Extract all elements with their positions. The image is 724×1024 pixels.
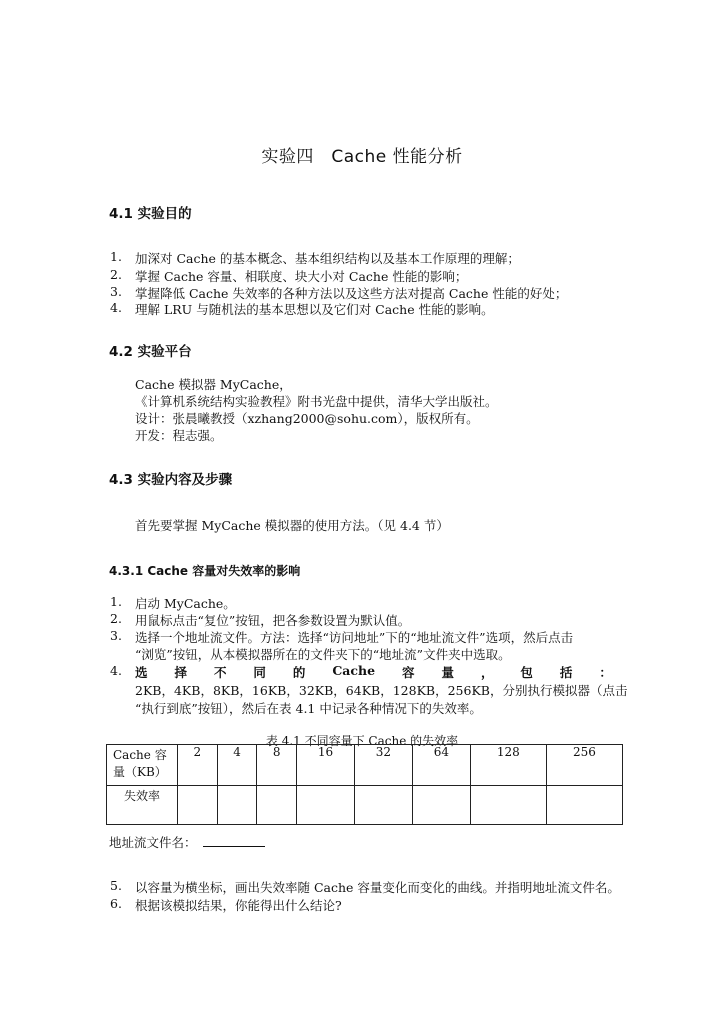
table-cell[interactable] [257, 786, 297, 825]
platform-line: 设计：张晨曦教授（xzhang2000@sohu.com），版权所有。 [135, 411, 479, 426]
row-header-line: Cache 容 [113, 748, 167, 762]
step-number: 3. [110, 628, 122, 643]
spread-char: Cache [332, 663, 376, 678]
table-caption: 表 4.1 不同容量下 Cache 的失效率 [265, 734, 459, 748]
spread-char: 容 [402, 665, 415, 680]
table-row [107, 786, 623, 825]
table-cell[interactable] [217, 786, 257, 825]
list-item-number: 2. [110, 267, 122, 282]
table-cell[interactable] [546, 786, 622, 825]
table-header-cell: 256 [546, 745, 622, 786]
list-item: 掌握 Cache 容量、相联度、块大小对 Cache 性能的影响； [135, 269, 468, 284]
list-item: 加深对 Cache 的基本概念、基本组织结构以及基本工作原理的理解； [135, 251, 520, 266]
spread-char: 量 [441, 665, 454, 680]
step-number: 1. [110, 594, 122, 609]
miss-rate-table [106, 744, 623, 825]
step-text-continued: “执行到底”按钮），然后在表 4.1 中记录各种情况下的失效率。 [135, 701, 482, 716]
step-text: 启动 MyCache。 [135, 596, 236, 611]
step-text: 用鼠标点击“复位”按钮，把各参数设置为默认值。 [135, 613, 411, 628]
platform-line: 《计算机系统结构实验教程》附书光盘中提供，清华大学出版社。 [135, 394, 498, 409]
list-item: 掌握降低 Cache 失效率的各种方法以及这些方法对提高 Cache 性能的好处； [135, 286, 568, 301]
row-header-line: 量（KB） [113, 765, 167, 779]
table-header-cell: 16 [297, 745, 355, 786]
address-file-label: 地址流文件名： [109, 835, 197, 850]
table-row-header [107, 745, 178, 786]
step-number: 4. [110, 663, 122, 678]
section-4-2-heading: 4.2 实验平台 [109, 344, 192, 360]
list-item: 理解 LRU 与随机法的基本思想以及它们对 Cache 性能的影响。 [135, 302, 494, 317]
table-cell[interactable] [178, 786, 218, 825]
step-text-continued: 2KB，4KB，8KB，16KB，32KB，64KB，128KB，256KB，分别执行模拟器（点击 [135, 683, 628, 698]
table-header-cell: 32 [354, 745, 412, 786]
table-cell[interactable] [354, 786, 412, 825]
list-item-number: 1. [110, 249, 122, 264]
list-item-number: 4. [110, 300, 122, 315]
step-text-continued: “浏览”按钮，从本模拟器所在的文件夹下的“地址流”文件夹中选取。 [135, 647, 511, 662]
step-number: 2. [110, 611, 122, 626]
step-4-spread-line [135, 663, 612, 681]
table-cell[interactable] [470, 786, 546, 825]
table-header-cell: 2 [178, 745, 218, 786]
step-text: 以容量为横坐标，画出失效率随 Cache 容量变化而变化的曲线。并指明地址流文件名。 [135, 880, 620, 895]
spread-char: 择 [174, 665, 187, 680]
step-number: 5. [110, 878, 122, 893]
table-row [107, 745, 623, 786]
list-item-number: 3. [110, 284, 122, 299]
spread-char: ： [599, 665, 612, 680]
spread-char: 同 [253, 665, 266, 680]
section-4-1-heading: 4.1 实验目的 [109, 206, 192, 222]
spread-char: 包 [520, 665, 533, 680]
address-file-blank[interactable] [203, 834, 265, 847]
spread-char: ， [480, 665, 494, 680]
table-header-cell: 8 [257, 745, 297, 786]
spread-char: 的 [292, 665, 306, 680]
section-4-3-1-heading: 4.3.1 Cache 容量对失效率的影响 [109, 564, 301, 578]
step-number: 6. [110, 896, 122, 911]
section-4-3-heading: 4.3 实验内容及步骤 [109, 472, 233, 488]
spread-char: 不 [213, 665, 227, 680]
table-header-cell: 64 [412, 745, 470, 786]
platform-line: 开发：程志强。 [135, 428, 223, 443]
table-row-header: 失效率 [107, 786, 178, 825]
platform-line: Cache 模拟器 MyCache， [135, 377, 292, 392]
spread-char: 选 [135, 665, 148, 680]
step-text: 选择一个地址流文件。方法：选择“访问地址”下的“地址流文件”选项，然后点击 [135, 630, 574, 645]
table-cell[interactable] [297, 786, 355, 825]
section-4-3-intro: 首先要掌握 MyCache 模拟器的使用方法。（见 4.4 节） [135, 518, 449, 533]
address-file-line [109, 833, 265, 851]
spread-char: 括 [559, 665, 573, 680]
table-cell[interactable] [412, 786, 470, 825]
page-title: 实验四 Cache 性能分析 [261, 147, 463, 167]
table-header-cell: 128 [470, 745, 546, 786]
table-header-cell: 4 [217, 745, 257, 786]
step-text: 根据该模拟结果，你能得出什么结论? [135, 898, 342, 913]
